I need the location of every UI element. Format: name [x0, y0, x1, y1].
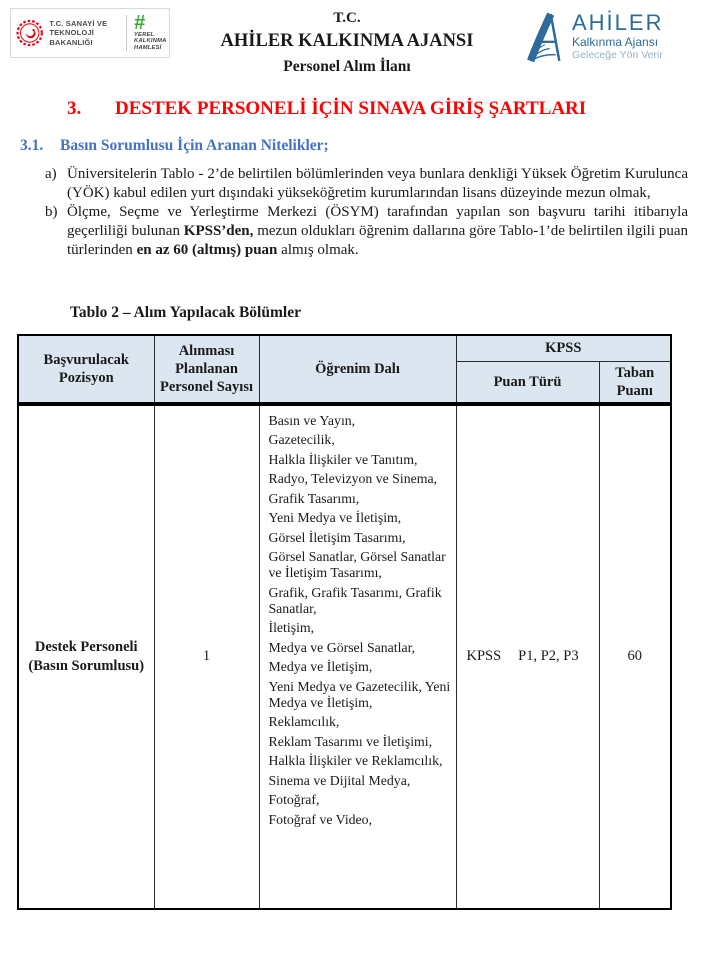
ministry-logo: [10, 8, 170, 58]
requirement-b-bold2: en az 60 (altmış) puan: [136, 242, 278, 258]
section-heading: [67, 98, 710, 120]
subsection-heading: [20, 137, 710, 155]
agency-subtitle: Kalkınma Ajansı: [571, 35, 659, 49]
program-item: Görsel Sanatlar, Görsel Sanatlar ve İletişim Tasarımı,: [268, 549, 446, 581]
section-number: 3.: [67, 98, 82, 119]
requirement-b-part3: almış olmak.: [277, 242, 359, 258]
campaign-text: [134, 32, 166, 51]
cell-position: Destek Personeli (Basın Sorumlusu): [18, 404, 154, 909]
program-list: [269, 413, 452, 828]
program-item: Görsel İletişim Tasarımı,: [268, 529, 406, 545]
title-announcement: Personel Alım İlanı: [283, 58, 411, 75]
header-planned-count: Alınması Planlanan Personel Sayısı: [154, 335, 259, 404]
ministry-name-line1: T.C. SANAYİ VE: [49, 18, 108, 28]
program-item: Gazetecilik,: [268, 432, 335, 448]
title-tc: T.C.: [333, 10, 361, 26]
agency-logo: [524, 8, 704, 64]
requirement-b: [45, 203, 688, 260]
table-header: [18, 335, 671, 404]
section-title: DESTEK PERSONELİ İÇİN SINAVA GİRİŞ ŞARTLARI: [115, 98, 587, 119]
score-types: P1, P2, P3: [518, 648, 579, 665]
agency-tagline: Geleceğe Yön Verir: [571, 49, 663, 61]
requirement-b-bold1: KPSS’den,: [183, 223, 254, 239]
program-item: Yeni Medya ve İletişim,: [268, 510, 402, 526]
item-marker: a): [45, 166, 57, 182]
campaign-logo: [134, 12, 167, 51]
program-item: Grafik Tasarımı,: [268, 490, 360, 506]
table-row: [18, 404, 671, 909]
agency-wordmark: [572, 12, 663, 61]
cell-base-score: 60: [599, 404, 671, 909]
ministry-name: [49, 19, 119, 47]
table-caption: Tablo 2 – Alım Yapılacak Bölümler: [70, 304, 301, 321]
subsection-title: Basın Sorumlusu İçin Aranan Nitelikler;: [60, 137, 329, 154]
program-item: Medya ve İletişim,: [268, 659, 373, 675]
program-item: Radyo, Televizyon ve Sinema,: [268, 471, 438, 487]
subsection-number: 3.1.: [20, 137, 44, 154]
program-item: Sinema ve Dijital Medya,: [268, 772, 411, 788]
document-title: [221, 8, 474, 76]
program-item: Medya ve Görsel Sanatlar,: [268, 639, 416, 655]
program-item: Grafik, Grafik Tasarımı, Grafik Sanatlar,: [268, 584, 442, 616]
program-item: Halkla İlişkiler ve Tanıtım,: [268, 451, 418, 467]
cell-score-type: [456, 404, 599, 909]
hash-icon: #: [134, 12, 146, 35]
program-item: Fotoğraf,: [268, 792, 320, 808]
title-agency: AHİLER KALKINMA AJANSI: [220, 31, 474, 51]
program-item: Basın ve Yayın,: [268, 412, 356, 428]
requirement-b-part2: mezun oldukları öğrenim dallarına göre Tablo-1’de belirtilen ilgili puan türlerinden: [67, 223, 688, 258]
requirement-b-text: [67, 203, 688, 260]
program-item: Halkla İlişkiler ve Reklamcılık,: [268, 753, 443, 769]
score-prefix: KPSS: [466, 648, 502, 665]
header-program: Öğrenim Dalı: [259, 335, 456, 404]
requirement-a-text: Üniversitelerin Tablo - 2’de belirtilen bölümlerinden veya bunlara denkliği Yüksek Öğretim Kurulunca (YÖK) kabul edilen yurt dışındaki yükseköğretim kurumlarından lisans düzeyinde mezun olmak,: [67, 166, 688, 201]
requirements-list: [45, 165, 688, 260]
header-score-type: Puan Türü: [456, 361, 599, 404]
program-item: İletişim,: [268, 620, 315, 636]
item-marker: b): [45, 204, 58, 220]
program-item: Reklamcılık,: [268, 714, 340, 730]
program-item: Fotoğraf ve Video,: [268, 811, 373, 827]
agency-a-icon: [524, 12, 566, 64]
requirement-b-part1: Ölçme, Seçme ve Yerleştirme Merkezi (ÖSYM) tarafından yapılan son başvuru tarihi itibarıyla geçerliliği bulunan: [67, 204, 688, 239]
agency-name: AHİLER: [571, 10, 664, 35]
header-kpss-group: KPSS: [456, 335, 671, 361]
program-item: Yeni Medya ve Gazetecilik, Yeni Medya ve İletişim,: [268, 678, 451, 710]
ministry-emblem-icon: [15, 14, 44, 52]
header-position: Başvurulacak Pozisyon: [18, 335, 154, 404]
ministry-name-line2: TEKNOLOJİ BAKANLIĞI: [49, 28, 95, 47]
requirement-a: [45, 165, 688, 203]
program-item: Reklam Tasarımı ve İletişimi,: [268, 733, 433, 749]
document-header: [0, 0, 710, 76]
campaign-text-line: YEREL: [134, 32, 155, 39]
header-base-score: Taban Puanı: [599, 361, 671, 404]
campaign-text-line: KALKINMA: [134, 38, 167, 45]
logo-divider: [126, 15, 127, 51]
cell-programs: [259, 404, 456, 909]
recruitment-table: [17, 334, 672, 910]
cell-planned-count: 1: [154, 404, 259, 909]
campaign-text-line: HAMLESİ: [134, 44, 162, 51]
